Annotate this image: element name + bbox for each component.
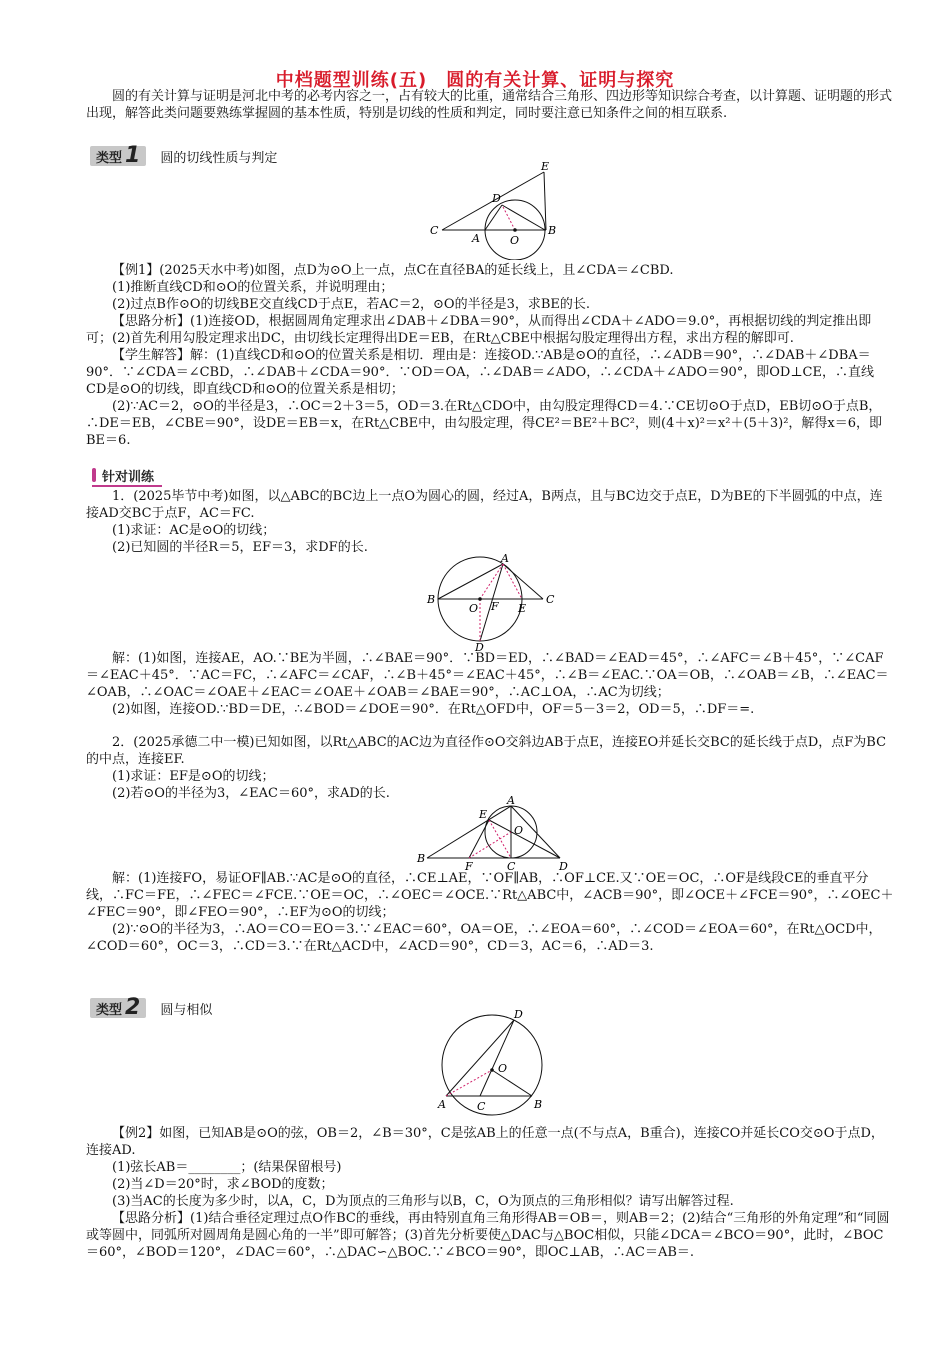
ex2-analysis: 【思路分析】(1)结合垂径定理过点O作BC的垂线，再由特别直角三角形得AB＝OB＝，则AB＝2；(2)结合“三角形的外角定理”和“同圆或等圆中，同弧所对圆周角是圆心角的一半”即可解答；(3)首先分析要使△DAC与△BOC相似，只能∠DCA＝∠BCO＝90°，此时，∠BOC＝60°，∠BOD＝120°，∠DAC＝60°，∴△DAC∽△BOC.∵∠BCO＝90°，即OC⊥AB，∴AC＝AB＝. [86,1211,890,1260]
answer-1 [86,650,894,718]
a1-part1: 解：(1)如图，连接AE，AO.∵BE为半圆，∴∠BAE＝90°．∵BD＝ED，∴∠BAD＝∠EAD＝45°，∴∠AFC＝∠B＋45°，∵∠CAF＝∠EAC＋45°．∵AC＝FC，∴∠AFC＝∠CAF，∴∠B＋45°＝∠EAC＋45°，∴∠B＝∠EAC.∵OA＝OB，∴∠OAB＝∠B，∴∠EAC＝∠OAB，∴∠OAC＝∠OAE＋∠EAC＝∠OAE＋∠OAB＝∠BAE＝90°，∴AC⊥OA，∴AC为切线； [86,651,889,700]
fig2-center-dot [478,597,482,601]
question-1 [86,488,894,556]
figure-3 [415,796,575,872]
fig3-label-d: D [559,860,568,872]
q1-part2: (2)已知圆的半径R＝5，EF＝3，求DF的长. [112,540,368,555]
type2-badge [90,995,146,1020]
fig1-label-d: D [492,192,501,205]
fig2-label-e: E [518,602,527,615]
fig3-label-o: O [514,824,524,837]
fig3-label-c: C [507,860,516,872]
fig1-label-c: C [430,224,439,237]
type1-badge-label: 类型 [96,150,123,166]
fig1-line-db [502,205,545,230]
fig2-line-ac [503,564,543,599]
ex2-question: 【例2】如图，已知AB是⊙O的弦，OB＝2，∠B＝30°，C是弦AB上的任意一点(不与点A，B重合)，连接CO并延长CO交⊙O于点D，连接AD. [86,1126,884,1158]
a2-part1: 解：(1)连接FO，易证OF∥AB.∵AC是⊙O的直径，∴CE⊥AE，∵OF∥AB，∴OF⊥CE.又∵OE＝OC，∴OF是线段CE的垂直平分线，∴FC＝FE，∴∠FEC＝∠FCE.∵OE＝OC，∴∠OEC＝∠OCE.∵Rt△ABC中，∠ACB＝90°，即∠OCE＋∠FCE＝90°，∴∠OEC＋∠FEC＝90°，即∠FEO＝90°，∴EF为⊙O的切线； [86,871,894,920]
fig4-line-cd [480,1020,514,1096]
fig4-center-dot [490,1068,494,1072]
figure-2 [425,552,565,652]
ex2-part2: (2)当∠D＝20°时，求∠BOD的度数； [112,1177,334,1192]
q2-part2: (2)若⊙O的半径为3，∠EAC＝60°，求AD的长. [112,786,390,801]
fig3-line-ba [427,806,511,858]
type2-title: 圆与相似 [160,1002,213,1018]
fig3-label-f: F [465,860,473,872]
ex1-analysis: 【思路分析】(1)连接OD，根据圆周角定理求出∠DAB＋∠DBA＝90°，从而得出∠CDA＋∠ADO＝9.0°，再根据切线的判定推出即可；(2)首先利用勾股定理求出DC，由切线长定理得出DE＝EB，在Rt△CBE中根据勾股定理得出方程，求出方程的解即可. [86,314,872,346]
question-2 [86,734,894,802]
type2-header [90,997,212,1019]
fig4-line-ad [446,1020,514,1096]
fig4-label-d: D [514,1010,523,1021]
a2-part2: (2)∵⊙O的半径为3，∴AO＝CO＝EO＝3.∵∠EAC＝60°，OA＝OE，∴∠EOA＝60°，∴∠COD＝∠EOA＝60°，在Rt△OCD中，∠COD＝60°，OC＝3，∴CD＝3.∵在Rt△ACD中，∠ACD＝90°，CD＝3，AC＝6，∴AD＝3. [86,922,882,954]
fig1-line-eb [544,172,546,230]
practice-tag: 针对训练 [92,466,162,487]
fig2-line-ae [503,564,522,599]
fig4-label-o: O [498,1062,508,1075]
fig4-line-ao [446,1070,492,1096]
fig1-center-dot [513,228,517,232]
ex1-part1: (1)推断直线CD和⊙O的位置关系，并说明理由； [112,280,394,295]
example-2 [86,1125,894,1261]
fig4-label-b: B [534,1098,543,1111]
fig2-label-c: C [546,593,555,606]
intro-paragraph [86,88,894,122]
type1-badge [90,143,146,168]
type2-badge-number: 2 [125,995,141,1020]
type1-header [90,145,277,167]
example-1 [86,262,894,449]
a1-part2: (2)如图，连接OD.∵BD＝DE，∴∠BOD＝∠DOE＝90°．在Rt△OFD中，OF＝5－3＝2，OD＝5，∴DF＝=. [112,702,755,717]
fig2-label-a: A [501,552,509,565]
q2-text: 2．(2025承德二中一模)已知如图，以Rt△ABC的AC边为直径作⊙O交斜边AB于点E，连接EO并延长交BC的延长线于点D，点F为BC的中点，连接EF. [86,735,887,767]
fig2-label-o: O [469,602,479,615]
fig4-label-a: A [438,1098,446,1111]
answer-2 [86,870,894,955]
q1-part1: (1)求证：AC是⊙O的切线； [112,523,276,538]
fig2-line-ao [480,564,503,599]
q1-text: 1．(2025毕节中考)如图，以△ABC的BC边上一点O为圆心的圆，经过A，B两点，且与BC边交于点E，D为BE的下半圆弧的中点，连接AD交BC于点F，AC＝FC. [86,489,883,521]
fig2-line-ba [438,564,503,599]
page-title: 中档题型训练(五) 圆的有关计算、证明与探究 [275,70,675,91]
fig1-label-b: B [548,224,557,237]
ex2-part1: (1)弦长AB＝________；(结果保留根号) [112,1160,342,1175]
fig1-label-e: E [541,160,550,173]
type2-badge-label: 类型 [96,1002,123,1018]
figure-1 [420,160,560,260]
type1-title: 圆的切线性质与判定 [160,150,278,166]
fig2-label-b: B [427,593,436,606]
fig4-circle [442,1015,542,1115]
q2-part1: (1)求证：EF是⊙O的切线； [112,769,275,784]
ex2-part3: (3)当AC的长度为多少时，以A，C，D为顶点的三角形与以B，C，O为顶点的三角形相似？请写出解答过程. [112,1194,734,1209]
ex1-question: 【例1】(2025天水中考)如图，点D为⊙O上一点，点C在直径BA的延长线上，且∠CDA＝∠CBD. [112,263,674,278]
figure-4 [430,1010,555,1120]
ex1-answer-1: 【学生解答】解：(1)直线CD和⊙O的位置关系是相切．理由是：连接OD.∵AB是⊙O的直径，∴∠ADB＝90°，∴∠DAB＋∠DBA＝90°．∵∠CDA＝∠CBD，∴∠DAB＋∠CDA＝90°．∵OD＝OA，∴∠DAB＝∠ADO，∴∠CDA＋∠ADO＝90°，即OD⊥CE，∴直线CD是⊙O的切线，即直线CD和⊙O的位置关系是相切； [86,348,874,397]
fig2-label-f: F [491,600,499,613]
type1-badge-number: 1 [125,143,141,168]
fig3-label-b: B [417,852,426,865]
ex1-answer-2: (2)∵AC＝2，⊙O的半径是3，∴OC＝2＋3＝5，OD＝3.在Rt△CDO中，由勾股定理得CD＝4.∵CE切⊙O于点D，EB切⊙O于点B，∴DE＝EB，∠CBE＝90°，设DE＝EB＝x，在Rt△CBE中，由勾股定理，得CE²＝BE²＋BC²，则(4＋x)²＝x²＋(5＋3)²，解得x＝6，即BE＝6. [86,399,883,448]
intro-text: 圆的有关计算与证明是河北中考的必考内容之一，占有较大的比重，通常结合三角形、四边形等知识综合考查，以计算题、证明题的形式出现，解答此类问题要熟练掌握圆的基本性质，特别是切线的性质和判定，同时要注意已知条件之间的相互联系. [86,89,893,121]
fig3-label-a: A [507,796,515,807]
fig1-label-a: A [472,232,480,245]
fig2-label-d: D [475,641,484,652]
ex1-part2: (2)过点B作⊙O的切线BE交直线CD于点E，若AC＝2，⊙O的半径是3，求BE的长. [112,297,591,312]
fig3-label-e: E [479,808,488,821]
fig4-label-c: C [477,1100,486,1113]
fig1-label-o: O [510,234,520,247]
